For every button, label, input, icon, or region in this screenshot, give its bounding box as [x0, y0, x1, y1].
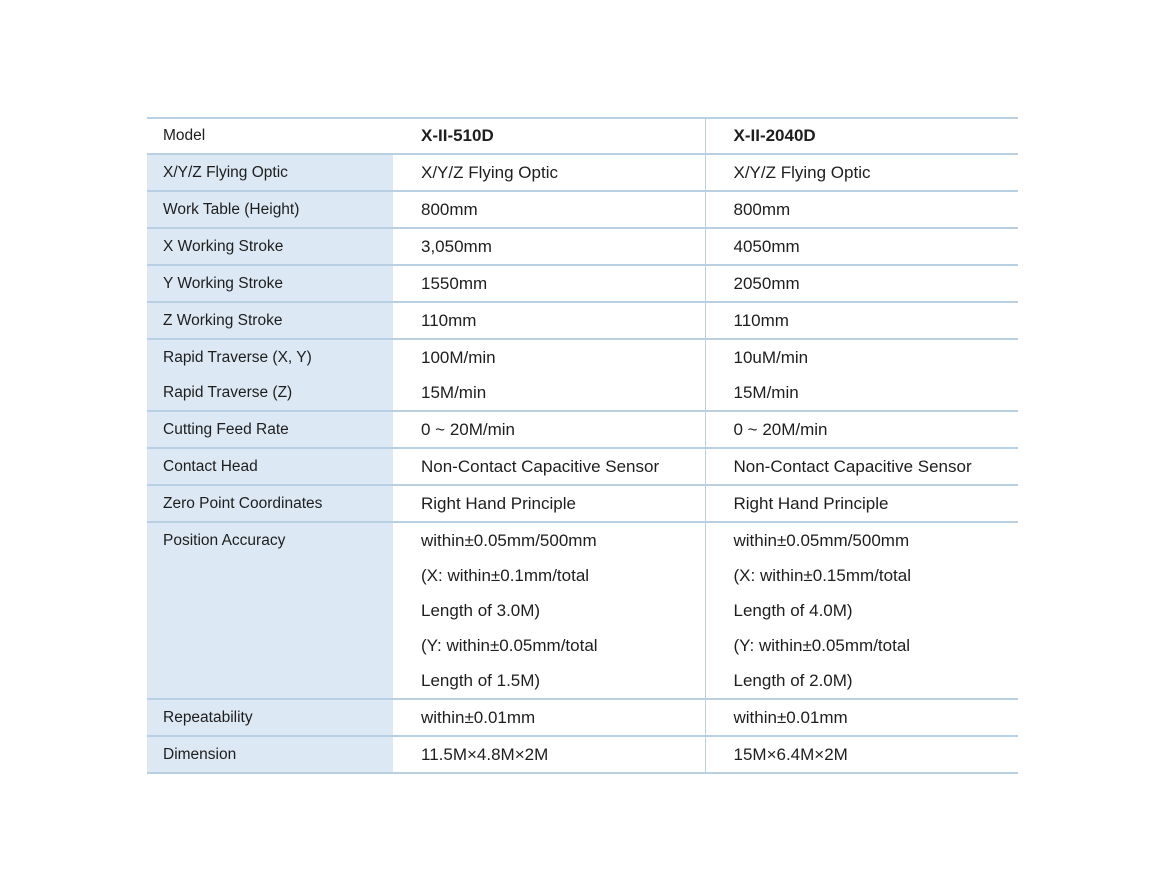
header-model-2040d: X-II-2040D	[705, 118, 1018, 154]
cell-x-ii-510d	[393, 736, 705, 773]
row-label: Position Accuracy	[147, 522, 393, 699]
table-row	[147, 375, 1018, 411]
row-label: Rapid Traverse (Z)	[147, 375, 393, 411]
cell-line: Non-Contact Capacitive Sensor	[421, 457, 660, 476]
table-row	[147, 339, 1018, 375]
cell-x-ii-510d	[393, 228, 705, 265]
cell-line: 0 ~ 20M/min	[421, 420, 516, 439]
row-label: X Working Stroke	[147, 228, 393, 265]
cell-line: Length of 1.5M)	[421, 671, 541, 690]
table-row	[147, 522, 1018, 699]
spec-table-body	[147, 118, 1018, 773]
cell-line: 100M/min	[421, 348, 496, 367]
cell-line: (X: within±0.1mm/total	[421, 566, 590, 585]
cell-line: Right Hand Principle	[421, 494, 576, 513]
row-label: Cutting Feed Rate	[147, 411, 393, 448]
cell-line: X/Y/Z Flying Optic	[733, 163, 871, 182]
cell-line: 1550mm	[421, 274, 488, 293]
cell-line: Right Hand Principle	[733, 494, 889, 513]
cell-x-ii-2040d	[705, 699, 1018, 736]
cell-line: 110mm	[421, 311, 477, 330]
cell-line: within±0.05mm/500mm	[421, 531, 597, 550]
cell-x-ii-2040d	[705, 375, 1018, 411]
cell-x-ii-510d	[393, 339, 705, 375]
cell-line: 2050mm	[733, 274, 800, 293]
cell-x-ii-510d	[393, 699, 705, 736]
cell-line: Length of 3.0M)	[421, 601, 541, 620]
cell-line: 15M/min	[421, 383, 487, 402]
row-label: Repeatability	[147, 699, 393, 736]
cell-line: 0 ~ 20M/min	[733, 420, 828, 439]
table-row	[147, 736, 1018, 773]
row-label: Z Working Stroke	[147, 302, 393, 339]
cell-x-ii-2040d	[705, 736, 1018, 773]
row-label: Y Working Stroke	[147, 265, 393, 302]
row-label: Zero Point Coordinates	[147, 485, 393, 522]
header-model-510d: X-II-510D	[393, 118, 705, 154]
cell-x-ii-2040d	[705, 339, 1018, 375]
cell-line: (X: within±0.15mm/total	[733, 566, 912, 585]
cell-x-ii-510d	[393, 522, 705, 699]
cell-line: 800mm	[733, 200, 791, 219]
table-row	[147, 228, 1018, 265]
cell-x-ii-510d	[393, 375, 705, 411]
cell-x-ii-510d	[393, 448, 705, 485]
cell-line: 10uM/min	[733, 348, 809, 367]
cell-line: 3,050mm	[421, 237, 492, 256]
table-row	[147, 154, 1018, 191]
cell-line: X/Y/Z Flying Optic	[421, 163, 558, 182]
cell-x-ii-2040d	[705, 228, 1018, 265]
row-label: Contact Head	[147, 448, 393, 485]
cell-x-ii-2040d	[705, 522, 1018, 699]
cell-x-ii-2040d	[705, 191, 1018, 228]
spec-table	[147, 117, 1018, 774]
cell-line: (Y: within±0.05mm/total	[733, 636, 911, 655]
cell-x-ii-510d	[393, 411, 705, 448]
cell-x-ii-510d	[393, 154, 705, 191]
cell-line: 110mm	[733, 311, 789, 330]
cell-x-ii-2040d	[705, 448, 1018, 485]
cell-line: Non-Contact Capacitive Sensor	[733, 457, 972, 476]
table-row	[147, 302, 1018, 339]
cell-x-ii-510d	[393, 191, 705, 228]
table-row	[147, 265, 1018, 302]
row-label: X/Y/Z Flying Optic	[147, 154, 393, 191]
cell-line: 800mm	[421, 200, 478, 219]
table-row	[147, 411, 1018, 448]
cell-line: Length of 4.0M)	[733, 601, 853, 620]
table-header-row	[147, 118, 1018, 154]
table-row	[147, 448, 1018, 485]
row-label: Dimension	[147, 736, 393, 773]
cell-line: Length of 2.0M)	[733, 671, 853, 690]
cell-x-ii-2040d	[705, 265, 1018, 302]
cell-line: 15M×6.4M×2M	[733, 745, 848, 764]
cell-line: 4050mm	[733, 237, 800, 256]
cell-line: 11.5M×4.8M×2M	[421, 745, 549, 764]
cell-x-ii-2040d	[705, 485, 1018, 522]
cell-line: within±0.05mm/500mm	[733, 531, 910, 550]
header-model-label: Model	[147, 118, 393, 154]
cell-x-ii-510d	[393, 302, 705, 339]
cell-line: (Y: within±0.05mm/total	[421, 636, 598, 655]
cell-x-ii-510d	[393, 485, 705, 522]
cell-x-ii-510d	[393, 265, 705, 302]
row-label: Work Table (Height)	[147, 191, 393, 228]
cell-x-ii-2040d	[705, 302, 1018, 339]
cell-line: within±0.01mm	[733, 708, 848, 727]
table-row	[147, 485, 1018, 522]
table-row	[147, 191, 1018, 228]
cell-line: within±0.01mm	[421, 708, 536, 727]
table-row	[147, 699, 1018, 736]
cell-x-ii-2040d	[705, 411, 1018, 448]
row-label: Rapid Traverse (X, Y)	[147, 339, 393, 375]
cell-line: 15M/min	[733, 383, 799, 402]
cell-x-ii-2040d	[705, 154, 1018, 191]
